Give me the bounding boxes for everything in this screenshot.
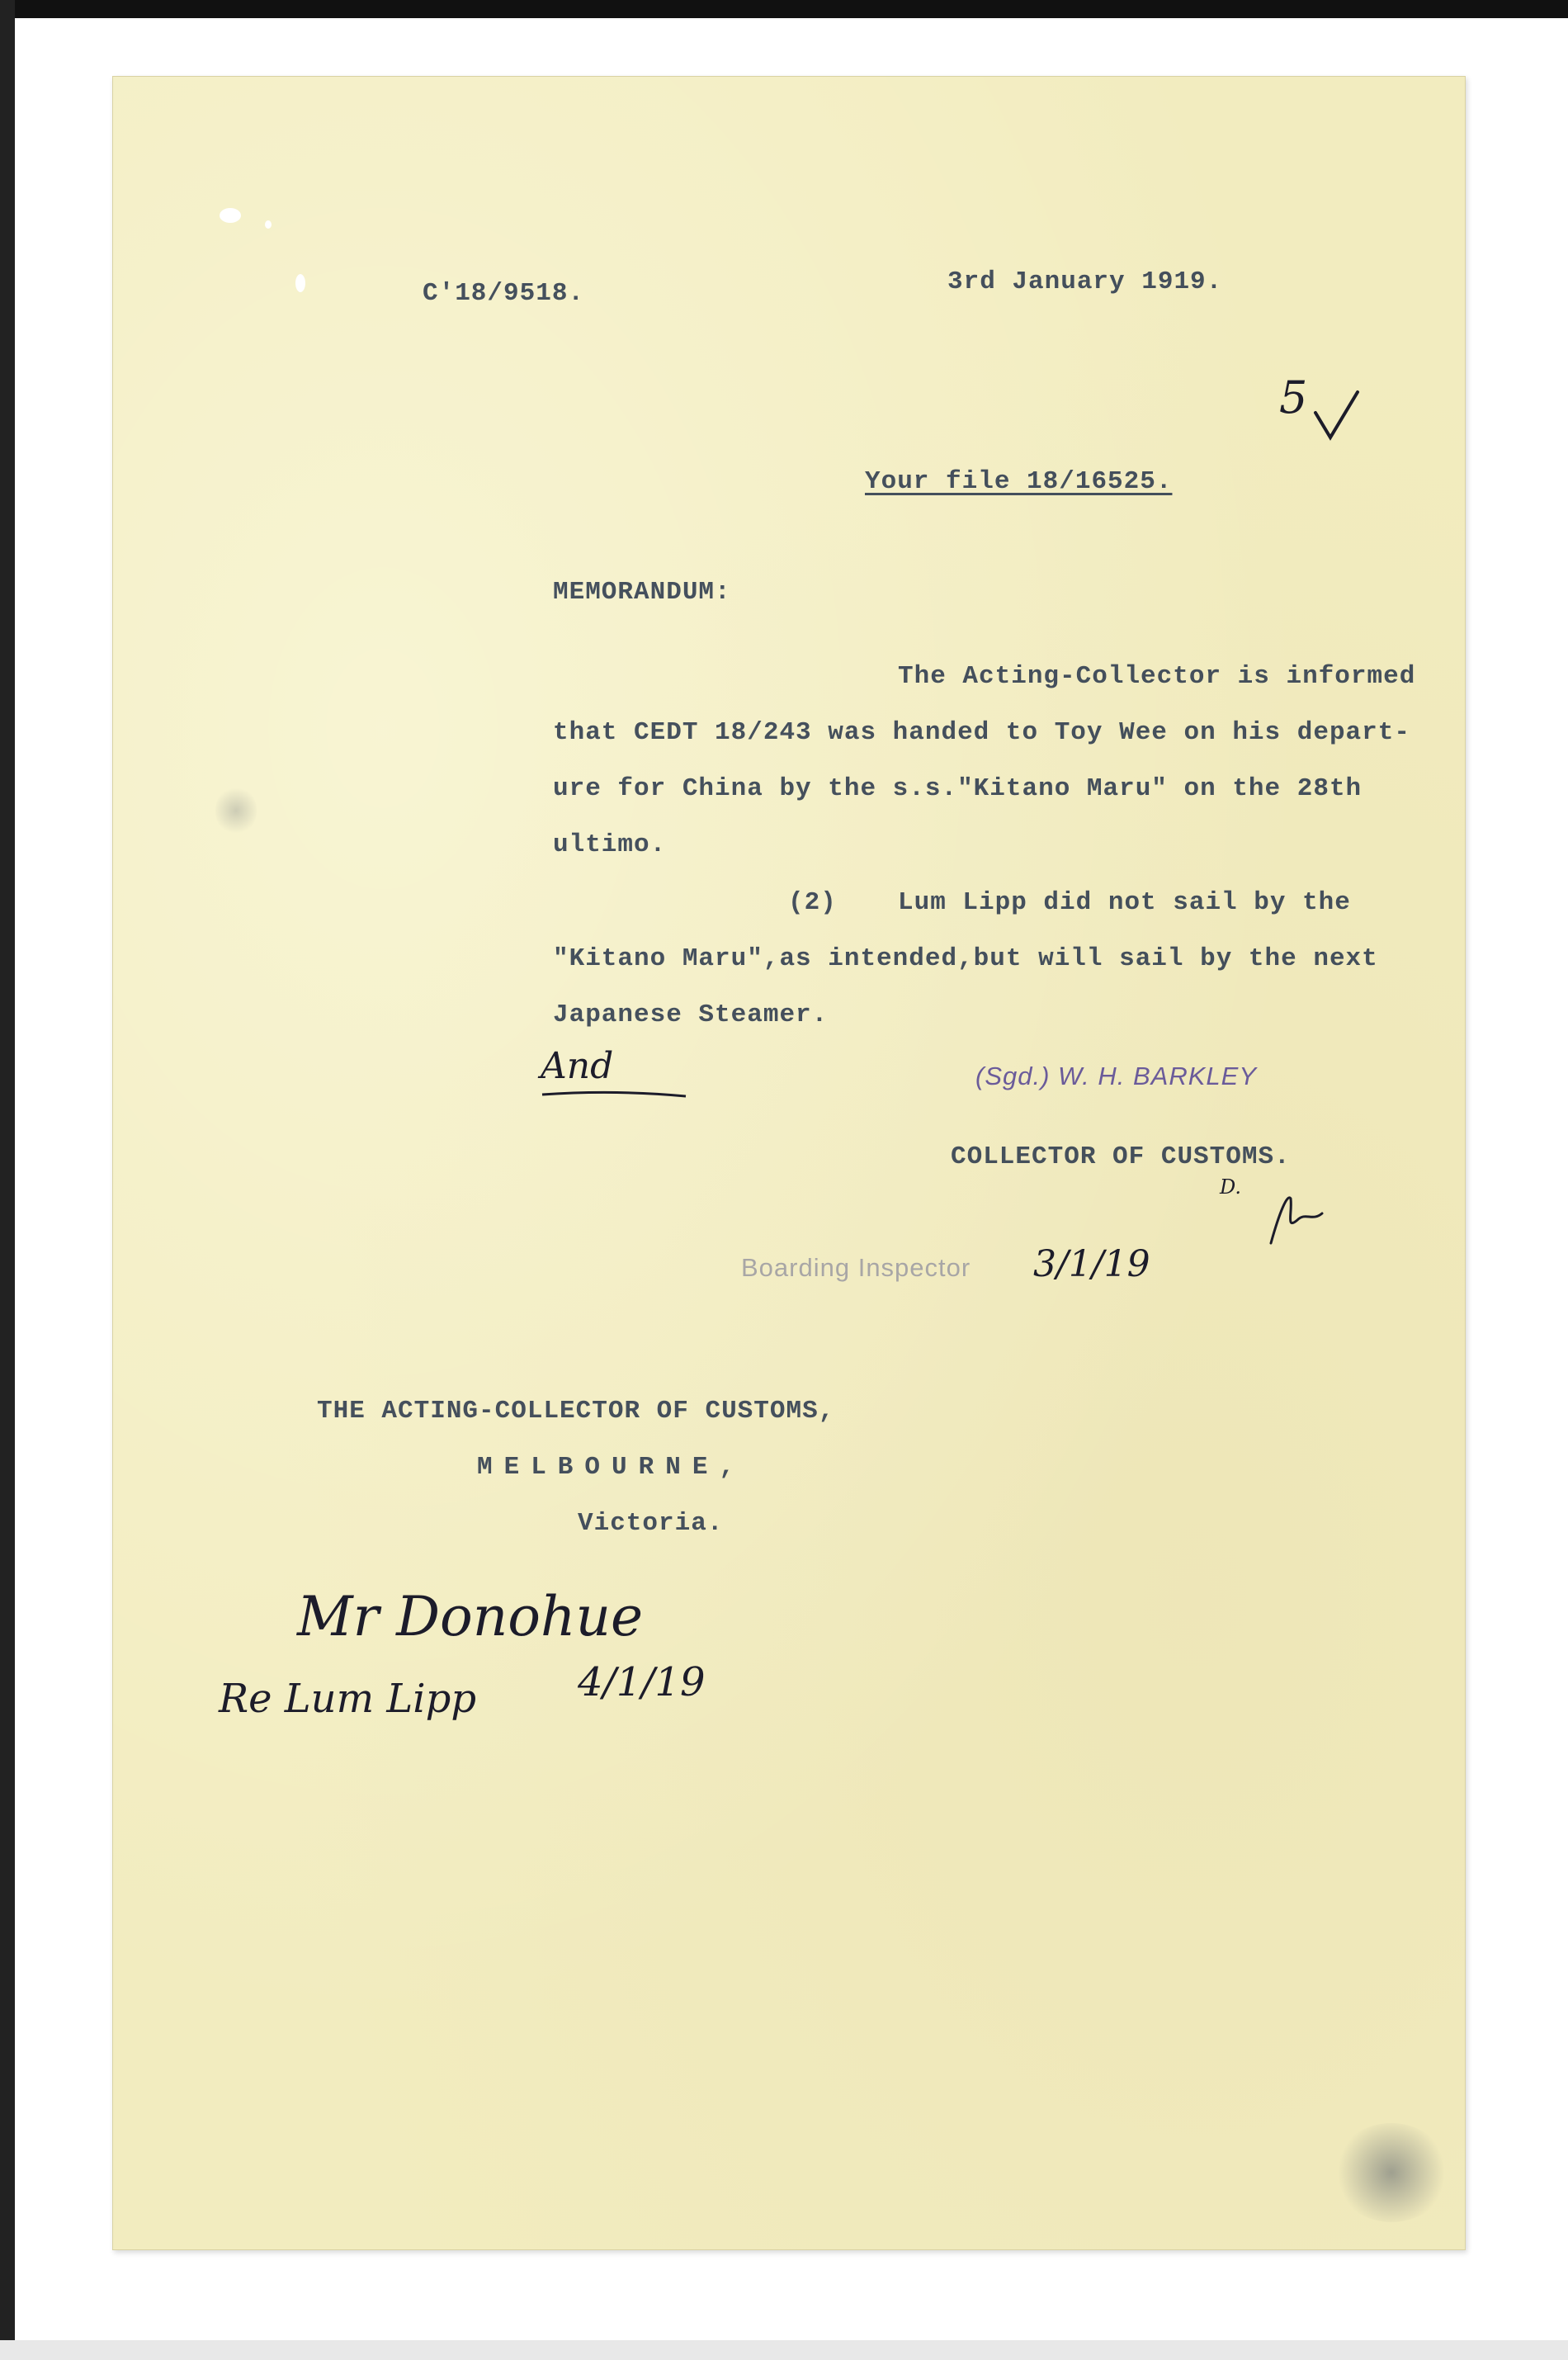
initials-signature: And: [541, 1045, 614, 1087]
paragraph2-number: (2): [788, 888, 837, 917]
paper-hole: [220, 208, 241, 223]
memo-ref-number: C'18/9518.: [423, 279, 585, 308]
address-line: Victoria.: [578, 1509, 724, 1538]
address-line: THE ACTING-COLLECTOR OF CUSTOMS,: [317, 1397, 835, 1426]
memo-date: 3rd January 1919.: [947, 267, 1223, 296]
memo-heading: MEMORANDUM:: [553, 578, 731, 607]
margin-initial: D.: [1220, 1175, 1242, 1199]
handwritten-re: Re Lum Lipp: [219, 1676, 477, 1722]
signatory-title: COLLECTOR OF CUSTOMS.: [951, 1142, 1291, 1171]
handwritten-initials-icon: [1263, 1189, 1329, 1246]
your-file-ref: Your file 18/16525.: [865, 467, 1173, 496]
tick-mark-icon: [1312, 388, 1362, 446]
address-line: MELBOURNE,: [477, 1453, 747, 1482]
paragraph1-line: ure for China by the s.s."Kitano Maru" on the 28th: [553, 774, 1363, 803]
paragraph2-line: "Kitano Maru",as intended,but will sail by the next: [553, 944, 1378, 973]
handwritten-date: 4/1/19: [578, 1659, 706, 1705]
paper-hole: [265, 220, 272, 229]
paper-hole: [295, 274, 305, 292]
folio-mark: 5: [1279, 371, 1308, 423]
scan-bottom-edge: [0, 2340, 1568, 2360]
handwritten-name: Mr Donohue: [297, 1585, 644, 1648]
scan-left-edge: [0, 0, 15, 2360]
scan-top-edge: [0, 0, 1568, 18]
paragraph1-line: that CEDT 18/243 was handed to Toy Wee on his depart-: [553, 718, 1410, 747]
paragraph2-line: Lum Lipp did not sail by the: [898, 888, 1351, 917]
ink-smudge: [1334, 2123, 1449, 2222]
paragraph2-line: Japanese Steamer.: [553, 1000, 829, 1029]
boarding-date: 3/1/19: [1033, 1243, 1150, 1285]
initials-underline-icon: [541, 1088, 689, 1100]
ink-smudge: [215, 786, 257, 835]
boarding-inspector-stamp: Boarding Inspector: [741, 1253, 971, 1282]
paragraph1-line: The Acting-Collector is informed: [898, 662, 1416, 691]
paragraph1-line: ultimo.: [553, 830, 667, 859]
signed-stamp: (Sgd.) W. H. BARKLEY: [975, 1062, 1257, 1090]
